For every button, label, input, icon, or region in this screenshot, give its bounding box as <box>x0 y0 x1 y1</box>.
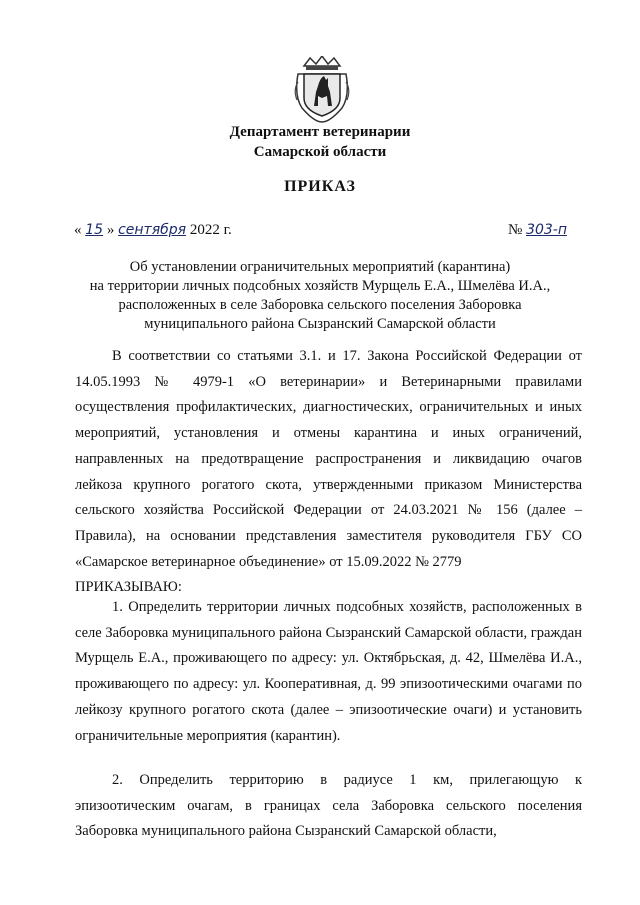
date-month: сентября <box>118 222 187 238</box>
preamble-paragraph: В соответствии со статьями 3.1. и 17. Закона Российской Федерации от 14.05.1993 № 4979-1 «О ветеринарии» и Ветеринарными правилами осуществления профилактических, диагностических, ограничительных и иных мероприятий, установления и отмены карантина и иных ограничений, направленных на предотвращение распространения и ликвидацию очагов лейкоза крупного рогатого скота, утвержденными приказом Министерства сельского хозяйства Российской Федерации от 24.03.2021 № 156 (далее – Правила), на основании представления заместителя руководителя ГБУ СО «Самарское ветеринарное объединение» от 15.09.2022 № 2779 <box>75 348 582 570</box>
coat-of-arms-emblem <box>294 56 350 124</box>
subject-line: Об установлении ограничительных мероприятий (карантина) <box>129 259 511 275</box>
preamble-block <box>75 344 582 601</box>
subject-line: муниципального района Сызранский Самарской области <box>144 316 496 332</box>
date-close-quote: » <box>106 222 115 238</box>
date-year: 2022 г. <box>189 222 232 238</box>
subject-line: на территории личных подсобных хозяйств Мурщель Е.А., Шмелёва И.А., <box>89 278 551 294</box>
order-subject <box>60 258 580 334</box>
item-2-paragraph: 2. Определить территорию в радиусе 1 км, прилегающую к эпизоотическим очагам, в границах села Заборовка сельского поселения Заборовка муниципального района Сызранский Самарской области, <box>75 772 582 840</box>
item-1-block <box>75 595 582 749</box>
item-2-block <box>75 768 582 845</box>
order-number <box>508 222 567 239</box>
department-name-line1: Департамент ветеринарии <box>229 124 411 140</box>
date-day: 15 <box>85 222 104 238</box>
department-name-line2: Самарской области <box>253 144 387 160</box>
subject-line: расположенных в селе Заборовка сельского поселения Заборовка <box>118 297 522 313</box>
order-date <box>74 222 232 239</box>
order-word: ПРИКАЗЫВАЮ: <box>75 579 182 596</box>
document-title: ПРИКАЗ <box>284 178 356 195</box>
item-1-paragraph: 1. Определить территории личных подсобных хозяйств, расположенных в селе Заборовка муниципального района Сызранский Самарской области, граждан Мурщель Е.А., проживающего по адресу: ул. Октябрьская, д. 42, Шмелёва И.А., проживающего по адресу: ул. Кооперативная, д. 99 эпизоотическими очагами по лейкозу крупного рогатого скота (далее – эпизоотические очаги) и установить ограничительные мероприятия (карантин). <box>75 599 582 744</box>
date-open-quote: « <box>74 222 82 238</box>
order-number-prefix: № <box>508 222 523 238</box>
order-number-value: 303-п <box>526 222 567 238</box>
